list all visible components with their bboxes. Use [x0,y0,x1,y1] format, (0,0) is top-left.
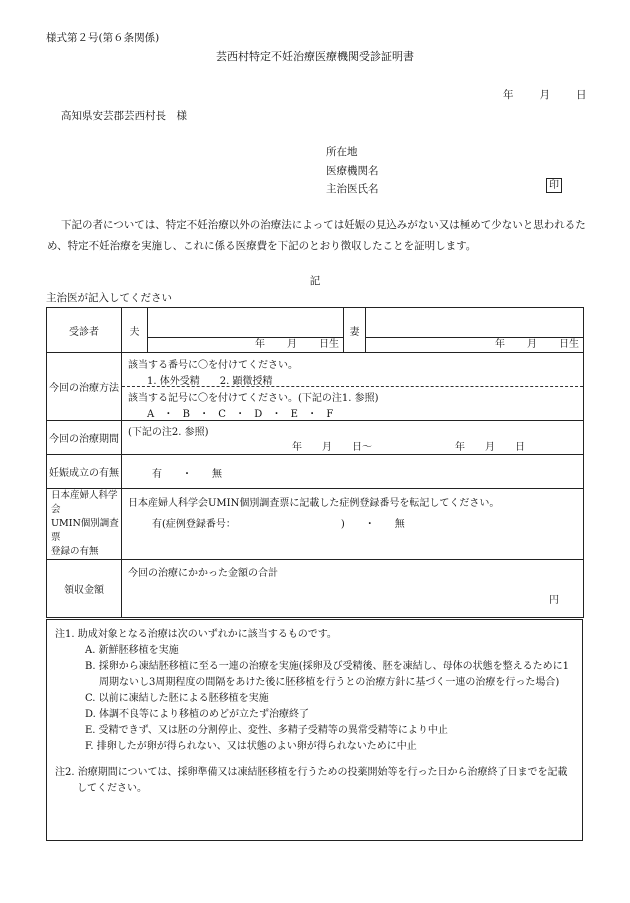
umin-label: 日本産婦人科学会 UMIN個別調査票 登録の有無 [47,489,122,560]
method-options-1[interactable]: 1. 体外受精 2. 顕微授精 [147,376,273,387]
husband-label: 夫 [122,308,148,353]
issue-day: 日 [576,89,587,101]
method-instruction-1: 該当する番号に〇を付けてください。 [128,360,298,371]
pregnancy-options[interactable]: 有 ・ 無 [152,469,222,480]
method-field[interactable] [122,353,584,421]
note-1-item-c: C. 以前に凍結した胚による胚移植を実施 [85,693,269,704]
document-title: 芸西村特定不妊治療医療機関受診証明書 [216,50,414,63]
wife-field[interactable] [366,308,584,353]
addressee: 高知県安芸郡芸西村長 様 [61,110,187,122]
husband-birthdate: 年 月 日生 [148,337,343,352]
fee-row [47,560,584,618]
umin-instruction: 日本産婦人科学会UMIN個別調査票に記載した症例登録番号を転記してください。 [128,498,500,509]
husband-field[interactable] [148,308,344,353]
intro-text: 下記の者については、特定不妊治療以外の治療法によっては妊娠の見込みがない又は極めて少ないと思われるため、特定不妊治療を実施し、これに係る医療費を下記のとおり徴収したことを証明します。 [47,219,586,252]
pregnancy-field[interactable] [122,455,584,489]
umin-row [47,489,584,560]
note-1-item-d: D. 体調不良等により移植のめどが立たず治療終了 [85,709,310,720]
period-field[interactable] [122,421,584,455]
note-2: 注2. 治療期間については、採卵準備又は凍結胚移植を行うための投薬開始等を行った日から治療終了日までを記載してください。 [55,767,568,794]
fee-label: 領収金額 [47,560,122,618]
period-from: 年 月 日～ [292,442,372,453]
form-number: 様式第２号(第６条関係) [46,32,160,44]
method-instruction-2: 該当する記号に〇を付けてください。(下記の注1. 参照) [128,393,379,404]
wife-label: 妻 [344,308,366,353]
note-1-item-a: A. 新鮮胚移植を実施 [85,645,179,656]
umin-options[interactable]: 有(症例登録番号： ) ・ 無 [152,519,405,530]
method-options-2[interactable]: A ・ B ・ C ・ D ・ E ・ F [147,409,334,420]
fee-unit: 円 [549,595,559,606]
period-row [47,421,584,455]
note-1-item-b: B. 採卵から凍結胚移植に至る一連の治療を実施(採卵及び受精後、胚を凍結し、母体の状態を整えるために1周期ないし3周期程度の間隔をあけた後に胚移植を行うとの治療方針に基づく一連の治療を行った場合) [85,661,569,688]
ki-heading: 記 [309,275,321,287]
issue-year: 年 [503,89,514,101]
issue-month: 月 [539,89,550,101]
patient-label: 受診者 [47,308,122,353]
method-label: 今回の治療方法 [47,353,122,421]
fill-instruction: 主治医が記入してください [46,292,172,304]
method-row [47,353,584,421]
fee-instruction: 今回の治療にかかった金額の合計 [128,568,278,579]
notes-box [46,619,583,841]
note-1-item-f: F. 排卵したが卵が得られない、又は状態のよい卵が得られないために中止 [85,741,417,752]
period-label: 今回の治療期間 [47,421,122,455]
period-to: 年 月 日 [455,442,525,453]
pregnancy-label: 妊娠成立の有無 [47,455,122,489]
note-1-heading: 注1. 助成対象となる治療は次のいずれかに該当するものです。 [55,629,337,640]
note-1-item-e: E. 受精できず、又は胚の分割停止、変性、多精子受精等の異常受精等により中止 [85,725,448,736]
certificate-table [46,307,584,618]
patient-row [47,308,584,353]
fee-field[interactable] [122,560,584,618]
issuer-doctor-label: 主治医氏名 [326,183,379,195]
wife-birthdate: 年 月 日生 [366,337,583,352]
umin-field[interactable] [122,489,584,560]
pregnancy-row [47,455,584,489]
period-note: (下記の注2. 参照) [128,427,209,438]
issue-date [503,87,587,102]
issuer-institution-label: 医療機関名 [326,165,379,177]
issuer-location-label: 所在地 [326,146,358,158]
seal-mark: 印 [546,178,562,193]
